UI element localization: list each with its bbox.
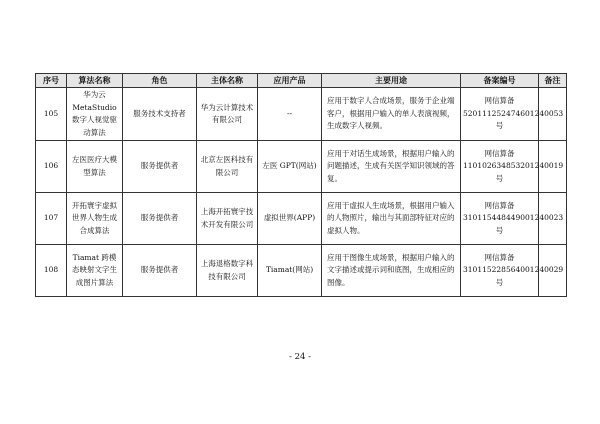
- header-entity: 主体名称: [197, 74, 258, 88]
- cell-role: 服务提供者: [123, 141, 197, 193]
- cell-product: 虚拟世界(APP): [258, 193, 322, 245]
- cell-product: --: [258, 88, 322, 141]
- table-row: [36, 88, 567, 141]
- header-record: 备案编号: [461, 74, 539, 88]
- cell-record: 网信算备310115228564001240029号: [461, 245, 539, 297]
- cell-record: 网信算备520111252474601240053号: [461, 88, 539, 141]
- cell-purpose: 应用于图像生成场景，根据用户输入的文字描述或提示词和底图，生成相应的图像。: [322, 245, 461, 297]
- cell-no: 107: [36, 193, 67, 245]
- cell-entity: 上海开拓寰宇技术开发有限公司: [197, 193, 258, 245]
- table-row: [36, 193, 567, 245]
- cell-algorithm: 华为云MetaStudio数字人视觉驱动算法: [67, 88, 123, 141]
- cell-product: Tiamat(网站): [258, 245, 322, 297]
- header-product: 应用产品: [258, 74, 322, 88]
- header-algorithm: 算法名称: [67, 74, 123, 88]
- cell-entity: 北京左医科技有限公司: [197, 141, 258, 193]
- header-purpose: 主要用途: [322, 74, 461, 88]
- cell-purpose: 应用于虚拟人生成场景，根据用户输入的人物照片，输出与其面部特征对应的虚拟人物。: [322, 193, 461, 245]
- cell-entity: 上海退格数字科技有限公司: [197, 245, 258, 297]
- header-note: 备注: [539, 74, 567, 88]
- cell-no: 105: [36, 88, 67, 141]
- page-number: - 24 -: [289, 352, 311, 362]
- cell-algorithm: 开拓寰宇虚拟世界人物生成合成算法: [67, 193, 123, 245]
- header-role: 角色: [123, 74, 197, 88]
- cell-product: 左医 GPT(网站): [258, 141, 322, 193]
- cell-algorithm: 左医医疗大模型算法: [67, 141, 123, 193]
- cell-role: 服务提供者: [123, 245, 197, 297]
- cell-record: 网信算备110102634853201240019号: [461, 141, 539, 193]
- algorithm-registry-table: [35, 73, 567, 297]
- cell-no: 108: [36, 245, 67, 297]
- table-row: [36, 141, 567, 193]
- cell-record: 网信算备310115448449001240023号: [461, 193, 539, 245]
- table-header-row: [36, 74, 567, 88]
- cell-no: 106: [36, 141, 67, 193]
- cell-algorithm: Tiamat 跨模态映射文字生成图片算法: [67, 245, 123, 297]
- cell-purpose: 应用于数字人合成场景，服务于企业端客户，根据用户输入的单人表演视频，生成数字人视频。: [322, 88, 461, 141]
- header-no: 序号: [36, 74, 67, 88]
- table-row: [36, 245, 567, 297]
- cell-purpose: 应用于对话生成场景，根据用户输入的问题描述，生成有关医学知识领域的答复。: [322, 141, 461, 193]
- cell-role: 服务技术支持者: [123, 88, 197, 141]
- cell-entity: 华为云计算技术有限公司: [197, 88, 258, 141]
- cell-role: 服务提供者: [123, 193, 197, 245]
